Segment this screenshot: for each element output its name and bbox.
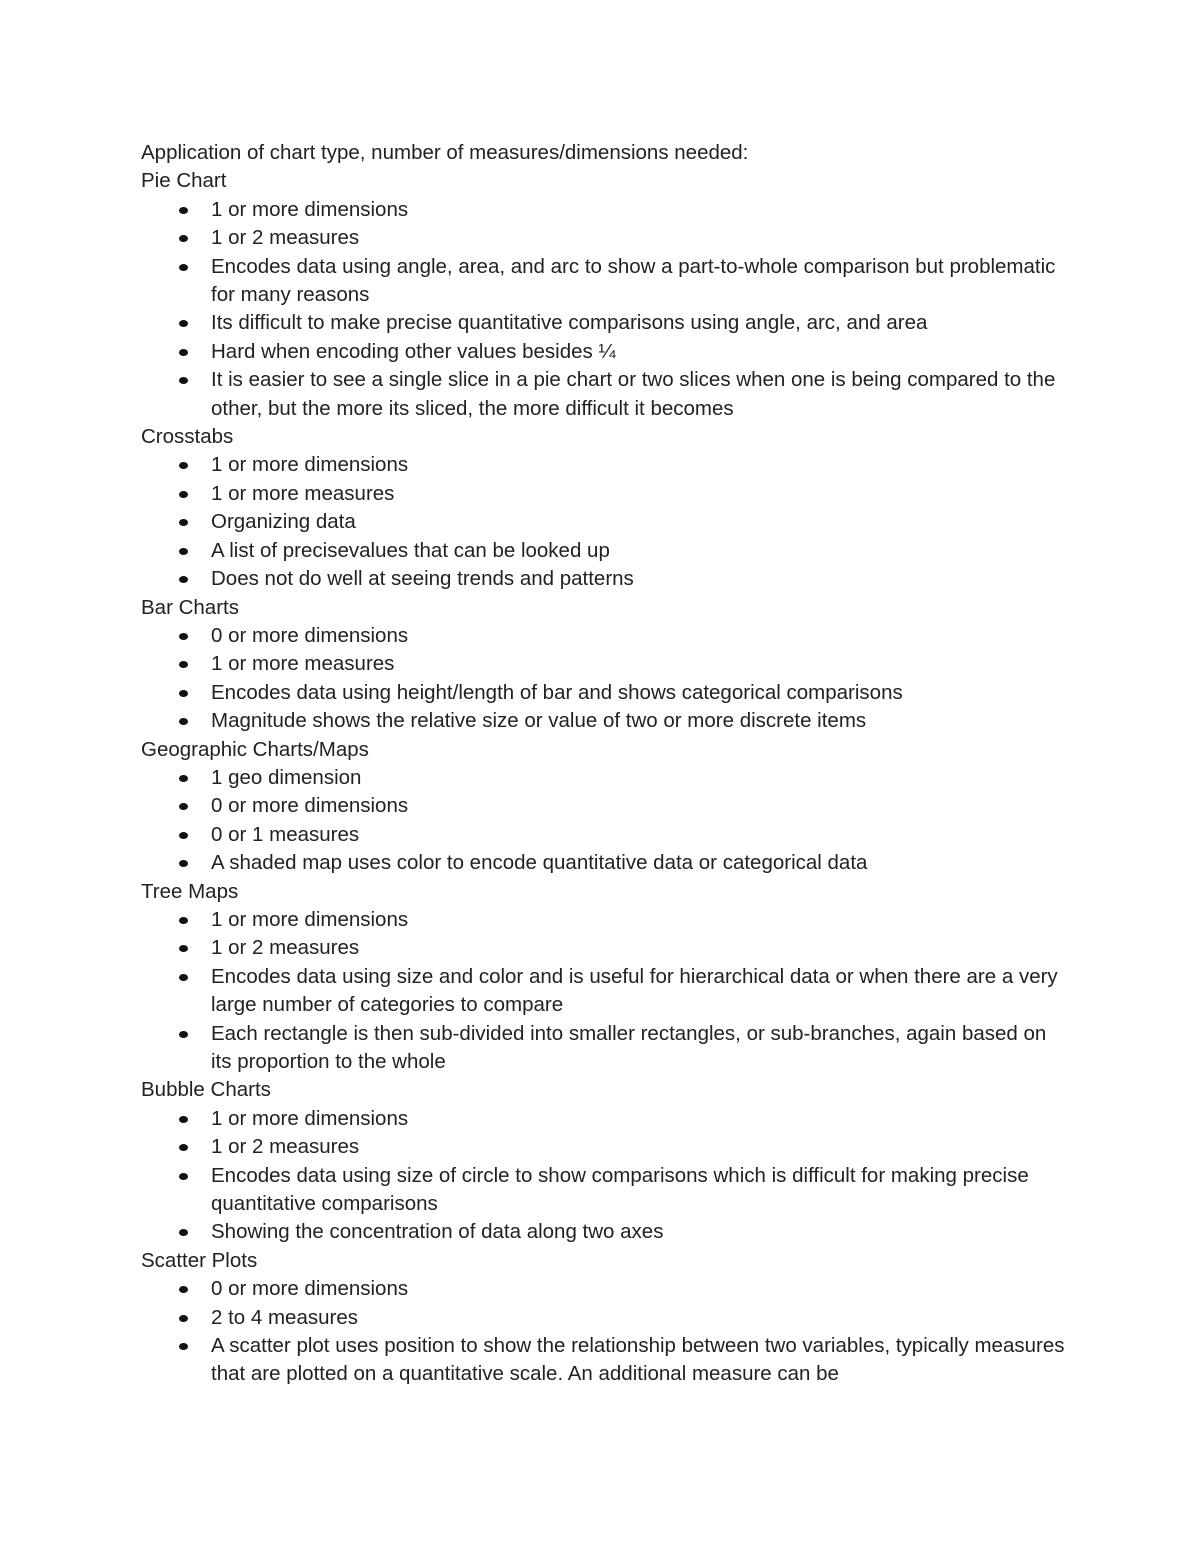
section-scatter-plots: [141, 1247, 1071, 1389]
bullet-text: 2 to 4 measures: [211, 1305, 358, 1329]
bullet-text: Hard when encoding other values besides ¼: [211, 339, 616, 363]
bullet-icon: [179, 1173, 188, 1180]
bullet-text: 1 or more dimensions: [211, 1106, 409, 1130]
section-title: Crosstabs: [141, 425, 234, 449]
intro-line: Application of chart type, number of measures/dimensions needed:: [141, 141, 749, 164]
bullet-item: [141, 650, 1071, 678]
bullet-item: [141, 1218, 1071, 1246]
bullet-icon: [179, 974, 188, 981]
bullet-text: 1 or more dimensions: [211, 453, 409, 477]
bullet-item: [141, 1105, 1071, 1133]
section-pie-chart: [141, 167, 1071, 423]
bullet-icon: [179, 1144, 188, 1151]
bullet-item: [141, 508, 1071, 536]
bullet-icon: [179, 235, 188, 242]
bullet-text: Showing the concentration of data along two axes: [211, 1220, 664, 1244]
bullet-item: [141, 622, 1071, 650]
bullet-icon: [179, 377, 188, 384]
bullet-item: [141, 1275, 1071, 1303]
bullet-item: [141, 1162, 1071, 1219]
bullet-text: Does not do well at seeing trends and patterns: [211, 567, 634, 591]
bullet-icon: [179, 1031, 188, 1038]
bullet-text: 1 or 2 measures: [211, 1135, 360, 1159]
bullet-text: Organizing data: [211, 510, 356, 534]
bullet-icon: [179, 633, 188, 640]
bullet-item: [141, 196, 1071, 224]
bullet-item: [141, 792, 1071, 820]
bullet-text: A scatter plot uses position to show the relationship between two variables, typically measures that are plotted on a quantitative scale. An additional measure can be: [211, 1334, 1065, 1386]
section-title: Bubble Charts: [141, 1078, 271, 1102]
bullet-icon: [179, 462, 188, 469]
bullet-icon: [179, 775, 188, 782]
bullet-text: Encodes data using size of circle to show comparisons which is difficult for making precise quantitative comparisons: [211, 1163, 1029, 1216]
bullet-list: [141, 764, 1071, 878]
bullet-text: 1 or more measures: [211, 481, 395, 505]
bullet-icon: [179, 661, 188, 668]
bullet-list: [141, 622, 1071, 736]
bullet-text: 1 geo dimension: [211, 765, 362, 789]
bullet-item: [141, 707, 1071, 735]
bullet-icon: [179, 576, 188, 583]
bullet-text: 1 or 2 measures: [211, 936, 360, 960]
bullet-item: [141, 764, 1071, 792]
bullet-text: 1 or more measures: [211, 652, 395, 676]
bullet-icon: [179, 1229, 188, 1236]
section-title: Bar Charts: [141, 595, 239, 619]
bullet-icon: [179, 917, 188, 924]
bullet-icon: [179, 860, 188, 867]
bullet-item: [141, 821, 1071, 849]
bullet-text: Each rectangle is then sub-divided into smaller rectangles, or sub-branches, again based on its proportion to the whole: [211, 1021, 1047, 1073]
bullet-icon: [179, 349, 188, 356]
bullet-text: 1 or 2 measures: [211, 226, 360, 250]
bullet-item: [141, 565, 1071, 593]
bullet-text: 0 or more dimensions: [211, 1277, 409, 1301]
bullet-icon: [179, 1286, 188, 1293]
bullet-item: [141, 963, 1071, 1020]
bullet-item: [141, 934, 1071, 962]
bullet-text: Encodes data using size and color and is useful for hierarchical data or when there are a very large number of categories to compare: [211, 964, 1058, 1017]
section-title: Pie Chart: [141, 169, 227, 193]
bullet-item: [141, 1020, 1071, 1077]
bullet-icon: [179, 832, 188, 839]
section-title: Tree Maps: [141, 879, 239, 903]
bullet-text: Encodes data using angle, area, and arc to show a part-to-whole comparison but problematic for many reasons: [211, 254, 1056, 307]
bullet-item: [141, 451, 1071, 479]
bullet-icon: [179, 803, 188, 810]
bullet-icon: [179, 320, 188, 327]
bullet-item: [141, 224, 1071, 252]
document-page: [141, 139, 1071, 1389]
bullet-icon: [179, 548, 188, 555]
bullet-list: [141, 451, 1071, 593]
bullet-text: 0 or more dimensions: [211, 623, 409, 647]
bullet-item: [141, 366, 1071, 423]
bullet-item: [141, 1133, 1071, 1161]
bullet-list: [141, 196, 1071, 423]
bullet-item: [141, 1332, 1071, 1389]
bullet-item: [141, 338, 1071, 366]
bullet-list: [141, 1275, 1071, 1389]
bullet-list: [141, 906, 1071, 1076]
section-crosstabs: [141, 423, 1071, 593]
bullet-item: [141, 537, 1071, 565]
bullet-text: It is easier to see a single slice in a pie chart or two slices when one is being compared to the other, but the more its sliced, the more difficult it becomes: [211, 368, 1056, 420]
bullet-item: [141, 253, 1071, 310]
bullet-text: Encodes data using height/length of bar and shows categorical comparisons: [211, 680, 903, 704]
bullet-icon: [179, 945, 188, 952]
section-title: Scatter Plots: [141, 1248, 258, 1272]
bullet-icon: [179, 519, 188, 526]
bullet-item: [141, 480, 1071, 508]
bullet-icon: [179, 1116, 188, 1123]
bullet-text: A list of precisevalues that can be looked up: [211, 538, 610, 562]
bullet-text: 1 or more dimensions: [211, 197, 409, 221]
bullet-icon: [179, 491, 188, 498]
bullet-item: [141, 679, 1071, 707]
bullet-icon: [179, 207, 188, 214]
bullet-item: [141, 849, 1071, 877]
bullet-icon: [179, 1315, 188, 1322]
section-geographic-charts: [141, 736, 1071, 878]
bullet-item: [141, 309, 1071, 337]
bullet-text: Its difficult to make precise quantitative comparisons using angle, arc, and area: [211, 311, 928, 335]
bullet-icon: [179, 718, 188, 725]
bullet-icon: [179, 264, 188, 271]
bullet-list: [141, 1105, 1071, 1247]
bullet-icon: [179, 1343, 188, 1350]
bullet-icon: [179, 690, 188, 697]
bullet-text: A shaded map uses color to encode quantitative data or categorical data: [211, 851, 868, 875]
section-bar-charts: [141, 594, 1071, 736]
bullet-text: 0 or 1 measures: [211, 822, 360, 846]
section-title: Geographic Charts/Maps: [141, 737, 369, 761]
section-bubble-charts: [141, 1076, 1071, 1246]
bullet-text: Magnitude shows the relative size or value of two or more discrete items: [211, 709, 867, 733]
bullet-item: [141, 1304, 1071, 1332]
section-tree-maps: [141, 878, 1071, 1077]
bullet-text: 0 or more dimensions: [211, 794, 409, 818]
bullet-item: [141, 906, 1071, 934]
bullet-text: 1 or more dimensions: [211, 907, 409, 931]
